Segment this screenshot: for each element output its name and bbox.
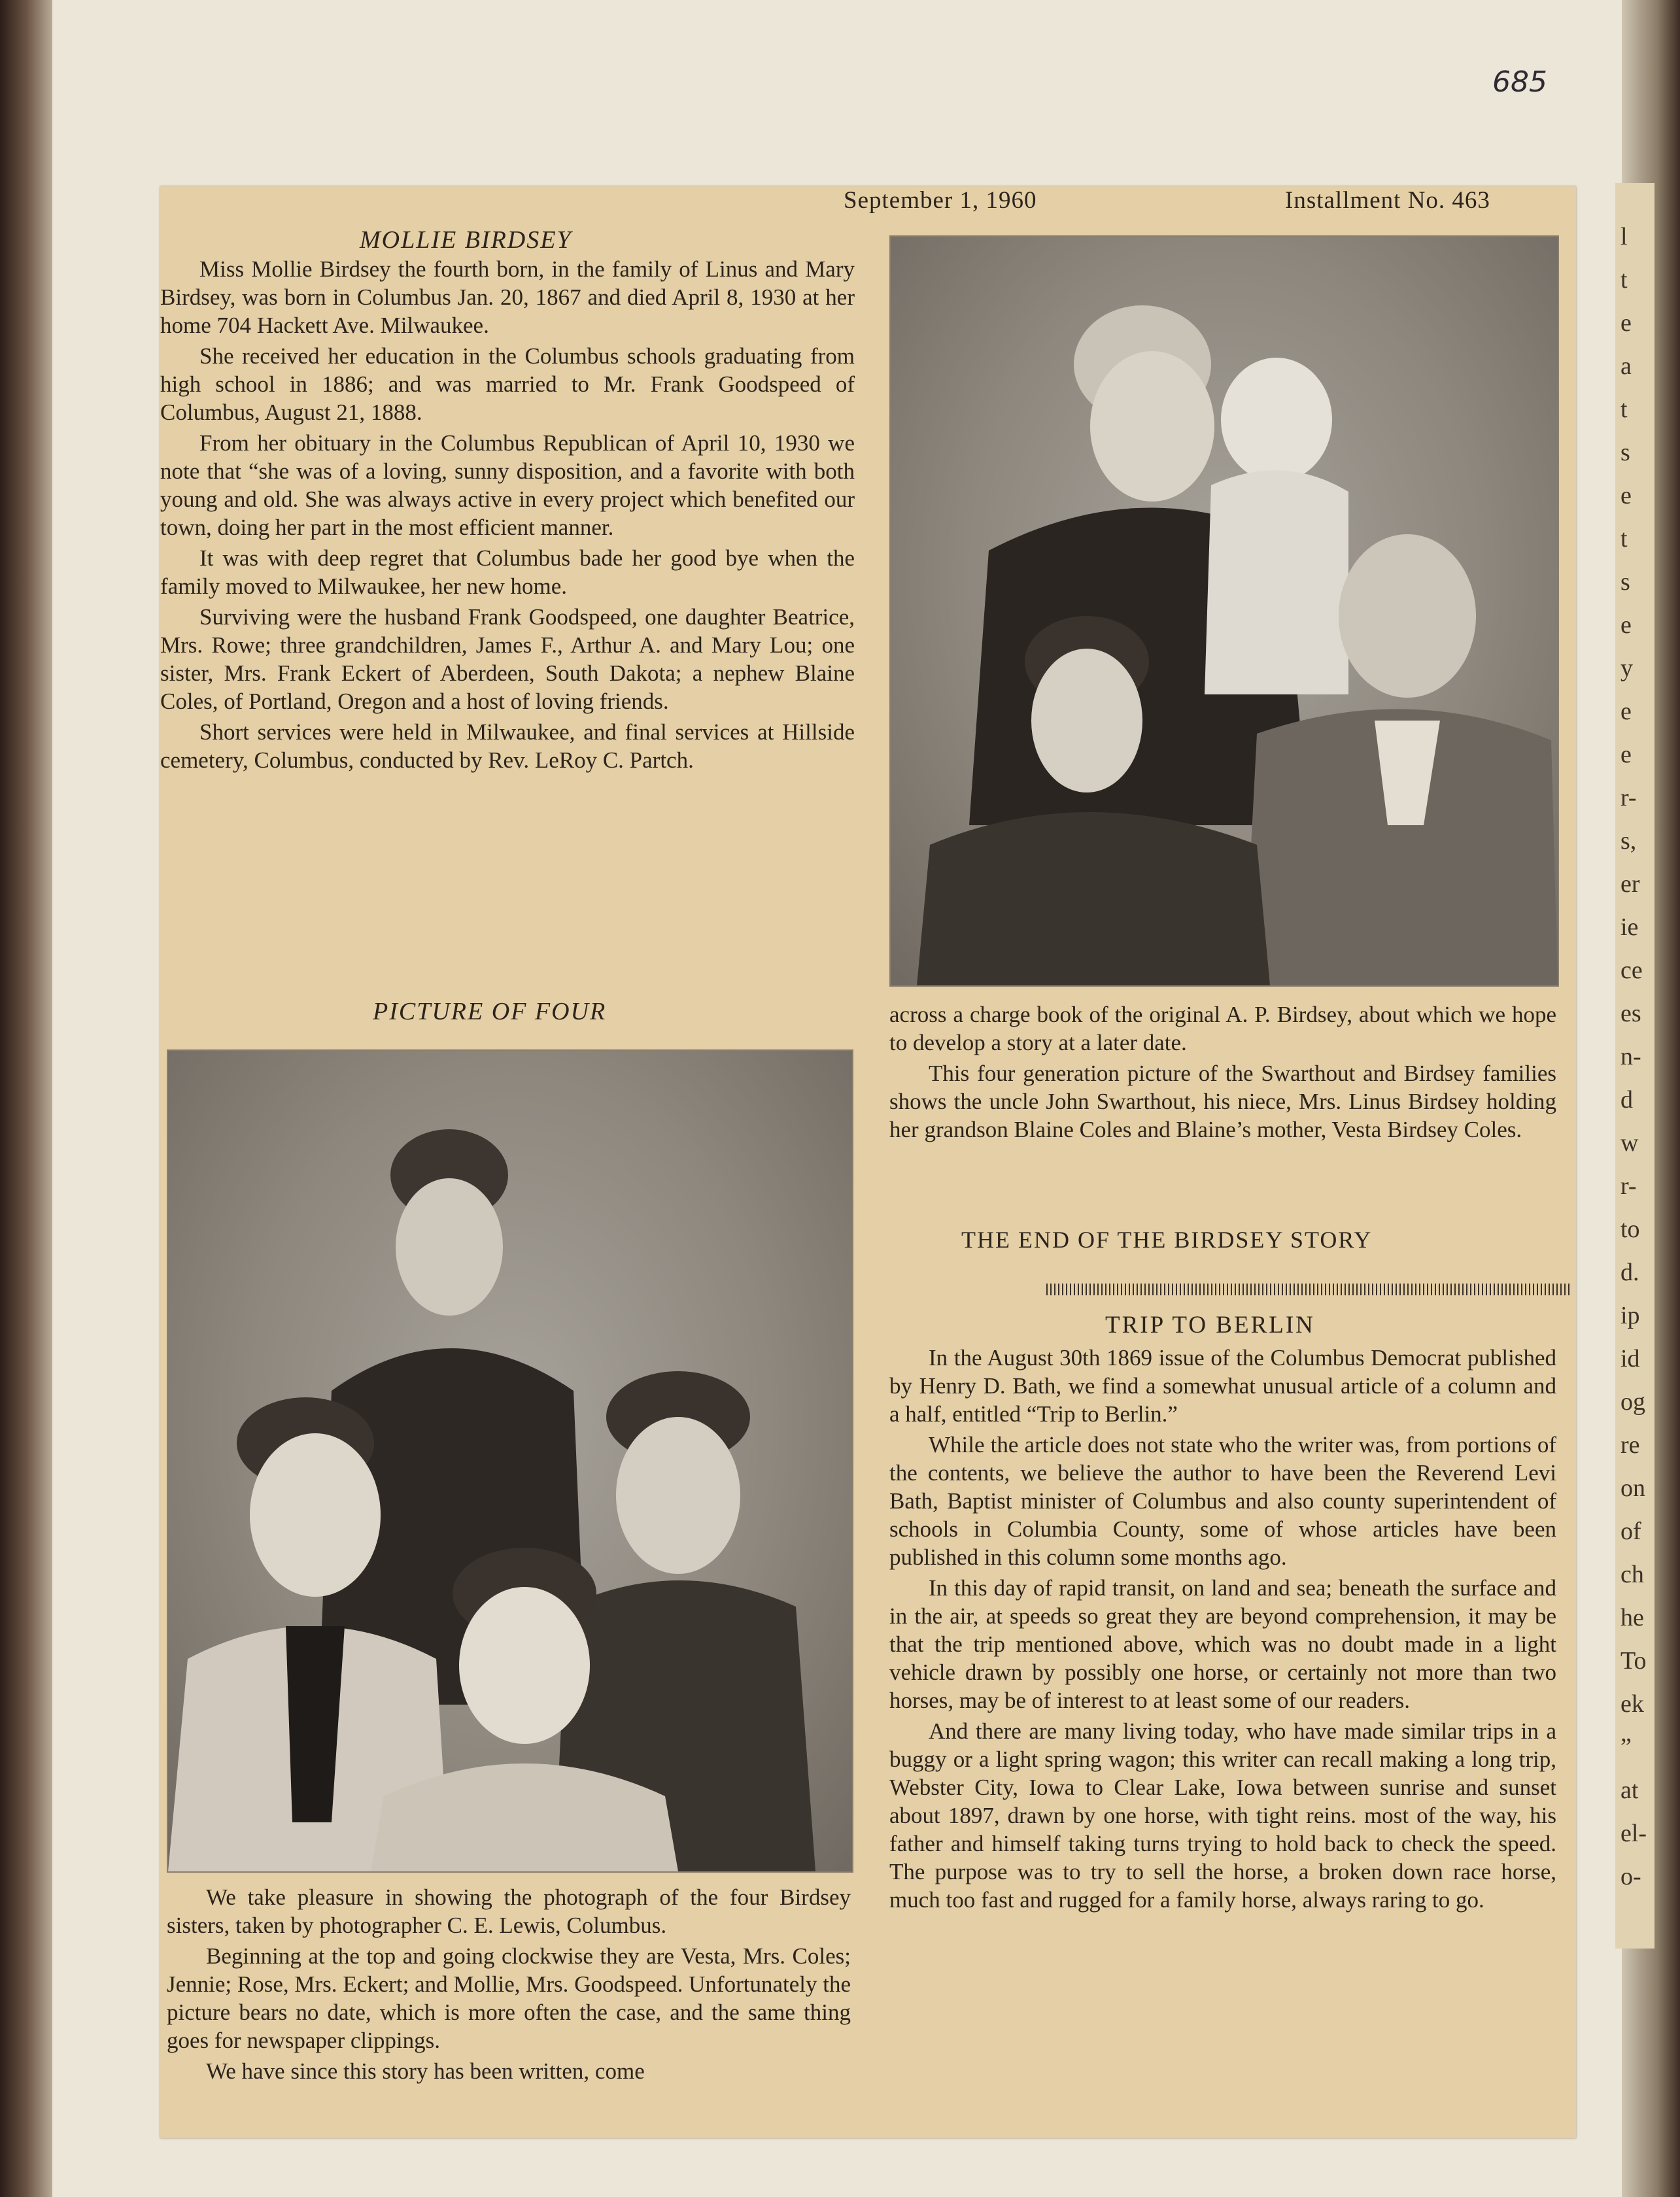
- next-page-fragment: o-: [1620, 1863, 1641, 1890]
- next-page-fragment: d: [1620, 1086, 1633, 1114]
- next-page-fragment: e: [1620, 611, 1632, 639]
- next-page-fragment: s,: [1620, 827, 1637, 855]
- four-paragraph: Beginning at the top and going clockwise they are Vesta, Mrs. Coles; Jennie; Rose, Mrs. Eckert; and Mollie, Mrs. Goodspeed. Unfortunately the picture bears no date, which is more often the case, and the same thing goes for newspaper clippings.: [167, 1943, 851, 2053]
- next-page-fragment: e: [1620, 309, 1632, 337]
- picture-of-four-article: [167, 1883, 851, 2088]
- next-page-fragment: ie: [1620, 913, 1639, 941]
- four-paragraph: We have since this story has been written, come: [206, 2058, 645, 2084]
- next-page-fragment: ip: [1620, 1302, 1640, 1329]
- trip-to-berlin-heading: TRIP TO BERLIN: [1105, 1312, 1315, 1338]
- four-generation-caption: This four generation picture of the Swarthout and Birdsey families shows the uncle John Swarthout, his niece, Mrs. Linus Birdsey holding her grandson Blaine Coles and Blaine’s mother, Vesta Birdsey Coles.: [889, 1061, 1556, 1142]
- next-page-fragment: el-: [1620, 1820, 1647, 1847]
- trip-to-berlin-article: [889, 1344, 1556, 1916]
- next-page-fragment: ek: [1620, 1690, 1644, 1718]
- next-page-fragment: re: [1620, 1431, 1640, 1459]
- album-spine: [0, 0, 52, 2197]
- clipping-date: September 1, 1960: [844, 187, 1037, 214]
- next-page-fragment: y: [1620, 655, 1633, 682]
- four-paragraph: We take pleasure in showing the photograph of the four Birdsey sisters, taken by photographer C. E. Lewis, Columbus.: [167, 1884, 851, 1938]
- next-page-fragment: id: [1620, 1345, 1640, 1372]
- newspaper-clipping: [160, 186, 1576, 2138]
- section-divider: [1046, 1284, 1569, 1295]
- next-page-fragment: er: [1620, 870, 1640, 898]
- next-page-fragment: on: [1620, 1474, 1645, 1502]
- four-generation-photo-image: [891, 237, 1558, 985]
- four-sisters-photo: [167, 1049, 853, 1873]
- mollie-paragraph: Miss Mollie Birdsey the fourth born, in the family of Linus and Mary Birdsey, was born in Columbus Jan. 20, 1867 and died April 8, 1930 at her home 704 Hackett Ave. Milwaukee.: [160, 256, 855, 338]
- next-page-fragment: a: [1620, 352, 1632, 380]
- next-page-fragment: ch: [1620, 1561, 1644, 1588]
- next-page-fragment: ”: [1620, 1733, 1632, 1761]
- next-page-fragment: e: [1620, 482, 1632, 509]
- next-page-fragment: e: [1620, 698, 1632, 725]
- page-number: 685: [1492, 65, 1547, 99]
- next-page-fragment: he: [1620, 1604, 1644, 1631]
- next-page-fragment: r-: [1620, 1172, 1637, 1200]
- next-page-fragment: t: [1620, 525, 1628, 553]
- berlin-paragraph: And there are many living today, who have made similar trips in a buggy or a light spring wagon; this writer can recall making a long trip, Webster City, Iowa to Clear Lake, Iowa between sunrise and sunset about 1897, drawn by one horse, with tight reins. most of the way, his father and himself taking turns trying to hold back to check the speed. The purpose was to try to sell the horse, a broken down race horse, much too fast and rugged for a family horse, always raring to go.: [889, 1718, 1556, 1913]
- four-generation-photo: [889, 235, 1559, 987]
- next-page-fragment: To: [1620, 1647, 1647, 1675]
- next-page-fragment: l: [1620, 223, 1628, 250]
- mollie-article: [160, 255, 855, 777]
- picture-of-four-heading: PICTURE OF FOUR: [373, 998, 607, 1025]
- next-page-fragment: to: [1620, 1216, 1640, 1243]
- continuation-paragraph: across a charge book of the original A. P. Birdsey, about which we hope to develop a story at a later date.: [889, 1002, 1556, 1055]
- next-page-fragment: t: [1620, 396, 1628, 423]
- berlin-paragraph: While the article does not state who the writer was, from portions of the contents, we believe the author to have been the Reverend Levi Bath, Baptist minister of Columbus and also county superintendent of schools in Columbia County, some of whose articles have been published in this column some months ago.: [889, 1432, 1556, 1570]
- installment-number: Installment No. 463: [1285, 187, 1490, 214]
- next-page-fragment: n-: [1620, 1043, 1641, 1070]
- mollie-heading: MOLLIE BIRDSEY: [360, 226, 572, 254]
- next-page-fragment: at: [1620, 1777, 1639, 1804]
- four-sisters-photo-image: [168, 1051, 852, 1871]
- next-page-fragment: ce: [1620, 957, 1643, 984]
- mollie-paragraph: From her obituary in the Columbus Republican of April 10, 1930 we note that “she was of a loving, sunny disposition, and a favorite with both young and old. She was always active in every project which benefited our town, doing her part in the most efficient manner.: [160, 430, 855, 540]
- mollie-paragraph: It was with deep regret that Columbus bade her good bye when the family moved to Milwaukee, her new home.: [160, 545, 855, 599]
- end-of-story-heading: THE END OF THE BIRDSEY STORY: [961, 1227, 1373, 1253]
- next-page-fragment: of: [1620, 1518, 1641, 1545]
- next-page-fragment: w: [1620, 1129, 1639, 1157]
- next-page-fragment: t: [1620, 266, 1628, 294]
- mollie-paragraph: Short services were held in Milwaukee, and final services at Hillside cemetery, Columbus, conducted by Rev. LeRoy C. Partch.: [160, 719, 855, 773]
- berlin-paragraph: In the August 30th 1869 issue of the Columbus Democrat published by Henry D. Bath, we find a somewhat unusual article of a column and a half, entitled “Trip to Berlin.”: [889, 1345, 1556, 1427]
- next-page-fragment: og: [1620, 1388, 1645, 1416]
- mollie-paragraph: She received her education in the Columbus schools graduating from high school in 1886; and was married to Mr. Frank Goodspeed of Columbus, August 21, 1888.: [160, 343, 855, 425]
- next-page-fragment: s: [1620, 439, 1630, 466]
- charge-book-continuation: [889, 1000, 1556, 1146]
- next-page-fragment: es: [1620, 1000, 1641, 1027]
- mollie-paragraph: Surviving were the husband Frank Goodspeed, one daughter Beatrice, Mrs. Rowe; three grandchildren, James F., Arthur A. and Mary Lou; one sister, Mrs. Frank Eckert of Aberdeen, South Dakota; a nephew Blaine Coles, of Portland, Oregon and a host of loving friends.: [160, 604, 855, 714]
- next-page-fragment: s: [1620, 568, 1630, 596]
- next-page-fragment: r-: [1620, 784, 1637, 811]
- berlin-paragraph: In this day of rapid transit, on land and sea; beneath the surface and in the air, at speeds so great they are beyond comprehension, it may be that the trip mentioned above, which was no doubt made in a light vehicle drawn by possibly one horse, or certainly not more than two horses, may be of interest to at least some of our readers.: [889, 1575, 1556, 1713]
- next-page-fragment: d.: [1620, 1259, 1639, 1286]
- next-page-text-fragments: [1615, 183, 1654, 1949]
- next-page-fragment: e: [1620, 741, 1632, 768]
